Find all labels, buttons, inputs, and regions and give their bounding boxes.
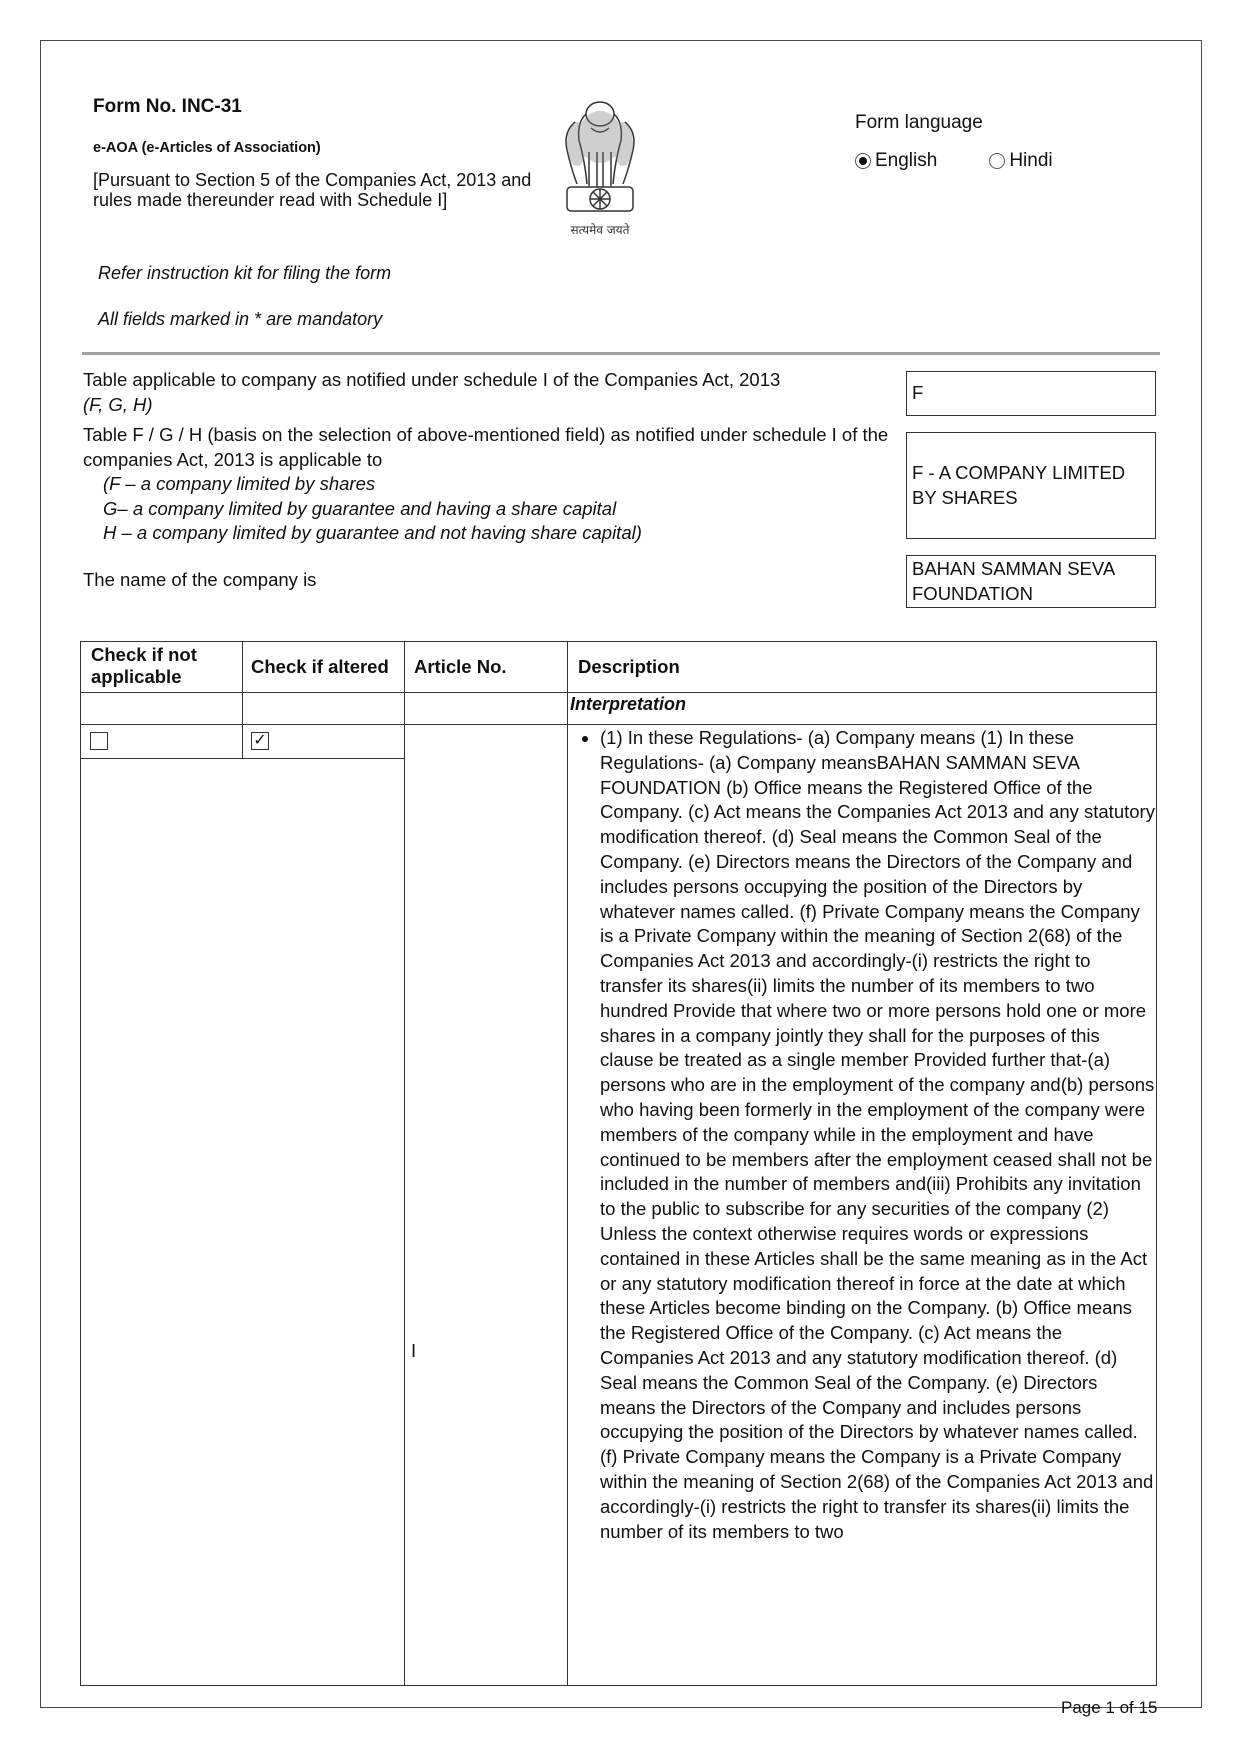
not-applicable-checkbox[interactable] — [90, 732, 108, 750]
col-divider-1 — [242, 642, 243, 759]
form-number-title: Form No. INC-31 — [93, 96, 242, 117]
radio-hindi[interactable] — [989, 150, 1052, 172]
company-name-label: The name of the company is — [83, 569, 317, 590]
header-altered: Check if altered — [251, 656, 389, 677]
form-subtitle: e-AOA (e-Articles of Association) — [93, 140, 321, 156]
table-applicable-hint: (F, G, H) — [83, 393, 153, 415]
radio-hindi-unselected-icon[interactable] — [989, 153, 1005, 169]
checkbox-row-divider — [81, 758, 404, 759]
pursuant-text: [Pursuant to Section 5 of the Companies Act, 2013 and rules made thereunder read with Schedule I] — [93, 170, 532, 210]
table-fgh-value: F - A COMPANY LIMITED BY SHARES — [912, 462, 1126, 508]
mandatory-fields-note: All fields marked in * are mandatory — [98, 309, 383, 329]
radio-english[interactable] — [855, 150, 937, 172]
radio-english-label: English — [875, 150, 938, 171]
radio-english-selected-icon[interactable] — [855, 153, 871, 169]
table-applicable-label: Table applicable to company as notified under schedule I of the Companies Act, 2013 — [83, 369, 781, 390]
table-fgh-question — [83, 423, 903, 546]
header-not-applicable: Check if not applicable — [91, 644, 197, 687]
company-name-field[interactable]: BAHAN SAMMAN SEVA FOUNDATION — [906, 555, 1156, 608]
table-fgh-option-f: (F – a company limited by shares — [103, 473, 376, 494]
altered-checkbox[interactable] — [251, 732, 269, 750]
article-description — [559, 726, 1157, 1544]
national-emblem-icon — [555, 92, 645, 242]
header-article-no: Article No. — [414, 656, 507, 677]
table-fgh-field[interactable] — [906, 432, 1156, 539]
header-row-divider — [81, 692, 1156, 693]
header-divider — [82, 352, 1160, 355]
radio-hindi-label: Hindi — [1009, 150, 1053, 171]
table-fgh-option-g: G– a company limited by guarantee and having a share capital — [103, 497, 617, 519]
check-mark-icon: ✓ — [253, 732, 267, 749]
svg-text:सत्यमेव जयते: सत्यमेव जयते — [570, 223, 630, 237]
section-row-divider-right — [567, 724, 1156, 725]
table-fgh-label: Table F / G / H (basis on the selection of above-mentioned field) as notified under schedule I of the companies Act, 2013 is applicable to — [83, 424, 889, 470]
form-language-label: Form language — [855, 112, 983, 133]
table-applicable-question — [83, 368, 903, 417]
col-divider-2 — [404, 642, 405, 1685]
header-description: Description — [578, 656, 680, 677]
articles-table — [80, 641, 1157, 1686]
description-bullet: • (1) In these Regulations- (a) Company means (1) In these Regulations- (a) Company meansBAHAN SAMMAN SEVA FOUNDATION (b) Office means the Registered Office of the Company. (c) Act means the Companies Act 2013 and any statutory modification thereof. (d) Seal means the Common Seal of the Company. (e) Directors means the Directors of the Company and includes persons occupying the position of the Directors by whatever names called. (f) Private Company means the Company is a Private Company within the meaning of Section 2(68) of the Companies Act 2013 and accordingly-(i) restricts the right to transfer its shares(ii) limits the number of its members to two hundred Provide that where two or more persons hold one or more shares in a company jointly they shall for the purposes of this clause be treated as a single member Provided further that-(a) persons who are in the employment of the company and(b) persons who having been formerly in the employment of the company were members of the company while in the employment and have continued to be members after the employment ceased shall not be included in the number of members and(iii) Prohibits any invitation to the public to subscribe for any securities of the company (2) Unless the context otherwise requires words or expressions contained in these Articles shall be the same meaning as in the Act or any statutory modification thereof in force at the date at which these Articles become binding on the Company. (b) Office means the Registered Office of the Company. (c) Act means the Companies Act 2013 and any statutory modification thereof. (d) Seal means the Common Seal of the Company. (e) Directors means the Directors of the Company and includes persons occupying the position of the Directors by whatever names called. (f) Private Company means the Company is a Private Company within the meaning of Section 2(68) of the Companies Act 2013 and accordingly-(i) restricts the right to transfer its shares(ii) limits the number of its members to two — [600, 726, 1157, 1544]
form-language-radio-group — [855, 150, 1053, 172]
table-applicable-field[interactable]: F — [906, 371, 1156, 416]
article-number: I — [411, 1340, 417, 1361]
section-row-divider-left — [81, 724, 567, 725]
table-fgh-option-h: H – a company limited by guarantee and not having share capital) — [103, 522, 642, 543]
page-number: Page 1 of 15 — [1061, 1698, 1158, 1717]
section-title-interpretation: Interpretation — [570, 694, 687, 714]
instruction-kit-note: Refer instruction kit for filing the form — [98, 263, 392, 283]
